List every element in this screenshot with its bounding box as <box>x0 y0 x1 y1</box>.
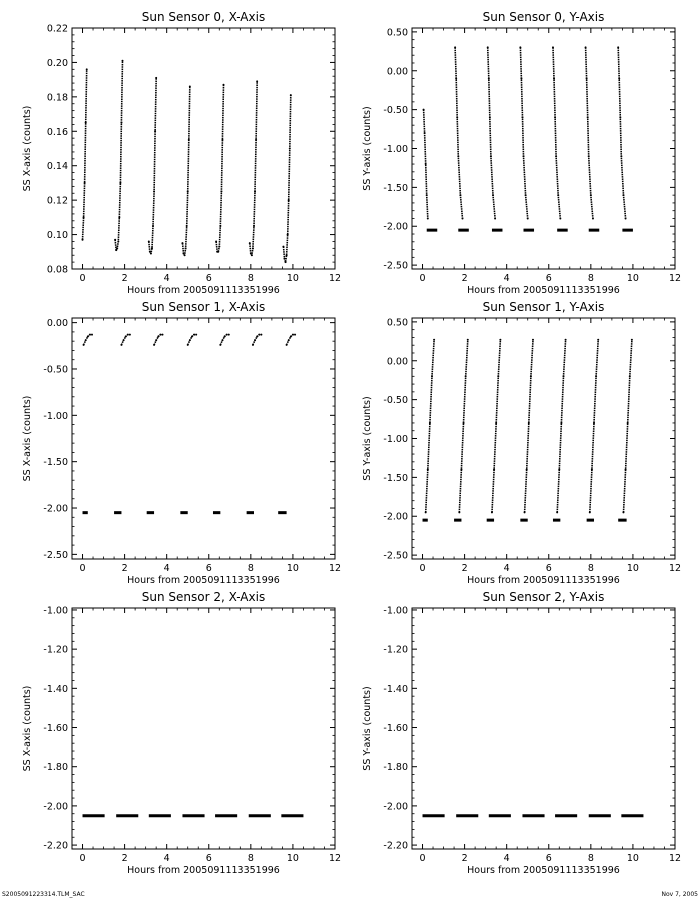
y-tick-label: -1.50 <box>383 472 408 484</box>
data-point <box>597 339 599 341</box>
data-point <box>117 240 119 242</box>
y-tick-label: 0.50 <box>386 317 408 329</box>
data-point <box>86 68 88 70</box>
x-tick-label: 8 <box>587 853 594 864</box>
chart-panel-0 <box>22 10 341 296</box>
data-point <box>523 155 525 157</box>
data-point <box>289 148 291 150</box>
data-point <box>85 339 87 341</box>
data-point <box>287 234 289 236</box>
data-point <box>555 155 557 157</box>
y-tick-label: -2.00 <box>383 801 408 813</box>
data-point <box>593 422 595 424</box>
chart-title: Sun Sensor 0, X-Axis <box>141 10 266 24</box>
plot-frame <box>412 608 675 849</box>
data-point <box>288 199 290 201</box>
y-axis-label: SS X-axis (counts) <box>22 105 33 192</box>
data-point <box>195 334 197 336</box>
plot-frame <box>412 318 675 559</box>
x-tick-label: 6 <box>205 563 212 574</box>
data-point <box>487 46 489 48</box>
y-tick-label: -1.60 <box>43 723 68 735</box>
data-point <box>565 339 567 341</box>
x-tick-label: 6 <box>545 273 552 284</box>
data-point <box>150 253 152 255</box>
data-point <box>465 375 467 377</box>
chart-panel-2 <box>22 300 341 586</box>
data-point <box>433 339 435 341</box>
data-point <box>526 469 528 471</box>
y-tick-label: -1.80 <box>43 762 68 774</box>
y-tick-label: -2.00 <box>43 801 68 813</box>
data-point <box>627 422 629 424</box>
data-point <box>423 109 425 111</box>
x-tick-label: 8 <box>247 853 254 864</box>
data-point <box>427 469 429 471</box>
data-point <box>585 46 587 48</box>
data-point <box>187 191 189 193</box>
data-point <box>553 78 555 80</box>
data-point <box>222 84 224 86</box>
y-axis-label: SS Y-axis (counts) <box>362 106 373 191</box>
data-point <box>557 194 559 196</box>
y-tick-label: -1.00 <box>43 410 68 422</box>
data-point <box>492 194 494 196</box>
x-tick-label: 2 <box>461 563 468 574</box>
data-point <box>181 242 183 244</box>
data-point <box>153 191 155 193</box>
data-point <box>82 239 84 241</box>
data-point <box>554 116 556 118</box>
data-point <box>220 191 222 193</box>
x-tick-label: 4 <box>503 853 510 864</box>
data-point <box>91 334 93 336</box>
data-point <box>286 254 288 256</box>
y-tick-label: -2.20 <box>383 840 408 852</box>
x-tick-label: 2 <box>461 853 468 864</box>
x-tick-label: 12 <box>668 563 682 574</box>
data-point <box>288 339 290 341</box>
data-point-trace <box>492 340 500 513</box>
x-tick-label: 0 <box>419 273 426 284</box>
x-tick-label: 4 <box>503 563 510 574</box>
data-point <box>184 254 186 256</box>
plot-frame <box>72 28 335 269</box>
data-point <box>89 334 91 336</box>
data-point <box>552 46 554 48</box>
x-tick-label: 2 <box>121 563 128 574</box>
data-point <box>282 246 284 248</box>
data-point-trace <box>455 47 462 218</box>
data-point <box>455 78 457 80</box>
data-point <box>260 334 262 336</box>
x-axis-label: Hours from 2005091113351996 <box>127 285 280 296</box>
x-tick-label: 12 <box>668 273 682 284</box>
y-tick-label: 0.08 <box>46 264 68 276</box>
data-point <box>250 253 252 255</box>
data-point <box>251 254 253 256</box>
data-point <box>431 375 433 377</box>
data-point <box>218 246 220 248</box>
x-tick-label: 12 <box>328 853 342 864</box>
y-tick-label: -1.60 <box>383 723 408 735</box>
data-point <box>617 46 619 48</box>
data-point <box>256 80 258 82</box>
data-point <box>87 336 89 338</box>
x-tick-label: 0 <box>419 853 426 864</box>
data-point <box>519 46 521 48</box>
data-point <box>148 240 150 242</box>
data-point <box>217 251 219 253</box>
x-tick-label: 8 <box>587 273 594 284</box>
data-point <box>460 469 462 471</box>
y-tick-label: -1.00 <box>383 144 408 155</box>
data-point <box>591 469 593 471</box>
data-point <box>290 336 292 338</box>
chart-panel-4 <box>22 590 341 876</box>
data-point <box>558 469 560 471</box>
y-tick-label: 0.20 <box>46 57 68 69</box>
data-point <box>619 116 621 118</box>
y-tick-label: -1.40 <box>43 683 68 695</box>
data-point <box>118 216 120 218</box>
x-tick-label: 12 <box>328 563 342 574</box>
data-point-trace <box>426 340 434 513</box>
x-tick-label: 6 <box>205 273 212 284</box>
data-point <box>255 139 257 141</box>
data-point <box>454 46 456 48</box>
y-tick-label: -1.00 <box>383 434 408 445</box>
data-point <box>494 217 496 219</box>
data-point <box>527 217 529 219</box>
data-point <box>120 344 122 346</box>
data-point <box>556 511 558 513</box>
chart-title: Sun Sensor 1, Y-Axis <box>482 300 605 314</box>
data-point <box>185 247 187 249</box>
data-point-trace <box>520 47 527 218</box>
data-point <box>458 511 460 513</box>
data-point <box>284 258 286 260</box>
y-tick-label: 0.16 <box>46 126 68 138</box>
data-point <box>189 86 191 88</box>
chart-panel-1 <box>362 10 681 296</box>
data-point-trace <box>618 47 625 218</box>
data-point <box>587 116 589 118</box>
x-tick-label: 10 <box>286 563 299 574</box>
x-tick-label: 0 <box>419 563 426 574</box>
data-point <box>186 225 188 227</box>
data-point <box>488 78 490 80</box>
y-axis-label: SS X-axis (counts) <box>22 685 33 772</box>
data-point <box>116 247 118 249</box>
data-point <box>560 422 562 424</box>
x-tick-label: 4 <box>163 563 170 574</box>
data-point <box>219 225 221 227</box>
x-tick-label: 10 <box>286 853 299 864</box>
data-point <box>249 242 251 244</box>
data-point <box>121 60 123 62</box>
data-point <box>622 511 624 513</box>
data-point <box>114 239 116 241</box>
y-tick-label: 0.14 <box>46 161 68 173</box>
data-point <box>152 225 154 227</box>
y-tick-label: -2.50 <box>43 549 68 561</box>
data-point <box>524 511 526 513</box>
data-point <box>228 334 230 336</box>
data-point <box>286 344 288 346</box>
plot-frame <box>412 28 675 269</box>
chart-title: Sun Sensor 1, X-Axis <box>141 300 266 314</box>
data-point <box>191 336 193 338</box>
data-point <box>153 344 155 346</box>
y-tick-label: -1.50 <box>43 457 68 469</box>
data-point <box>159 334 161 336</box>
data-point <box>252 344 254 346</box>
data-point <box>521 116 523 118</box>
y-tick-label: -2.50 <box>383 550 408 562</box>
data-point <box>528 422 530 424</box>
y-tick-label: -2.00 <box>383 221 408 233</box>
data-point <box>489 116 491 118</box>
data-point <box>258 334 260 336</box>
y-tick-label: 0.00 <box>386 356 408 368</box>
x-tick-label: 10 <box>626 563 639 574</box>
data-point <box>83 344 85 346</box>
data-point <box>592 217 594 219</box>
data-point <box>285 261 287 263</box>
y-tick-label: -2.50 <box>383 260 408 272</box>
data-point <box>224 336 226 338</box>
data-point <box>625 469 627 471</box>
x-tick-label: 4 <box>163 853 170 864</box>
y-tick-label: -1.20 <box>383 644 408 656</box>
y-tick-label: -0.50 <box>383 105 408 117</box>
y-tick-label: 0.00 <box>386 66 408 78</box>
x-tick-label: 12 <box>328 273 342 284</box>
x-tick-label: 2 <box>121 273 128 284</box>
y-tick-label: 0.50 <box>386 27 408 39</box>
y-axis-label: SS Y-axis (counts) <box>362 686 373 771</box>
x-tick-label: 6 <box>205 853 212 864</box>
data-point <box>559 217 561 219</box>
data-point <box>193 334 195 336</box>
data-point <box>254 339 256 341</box>
y-tick-label: -0.50 <box>43 364 68 376</box>
data-point <box>129 334 131 336</box>
data-point <box>495 422 497 424</box>
data-point <box>562 375 564 377</box>
data-point <box>586 78 588 80</box>
data-point-trace <box>183 87 190 256</box>
data-point <box>294 334 296 336</box>
data-point <box>253 225 255 227</box>
chart-panel-3 <box>362 300 681 586</box>
data-point-trace <box>284 95 291 262</box>
data-point <box>622 194 624 196</box>
data-point <box>456 116 458 118</box>
x-tick-label: 10 <box>626 853 639 864</box>
y-tick-label: 0.12 <box>46 195 68 207</box>
data-point <box>188 139 190 141</box>
data-point <box>189 339 191 341</box>
data-point <box>157 336 159 338</box>
data-point <box>154 130 156 132</box>
y-tick-label: 0.00 <box>46 318 68 330</box>
data-point-trace <box>586 47 593 218</box>
data-point <box>618 78 620 80</box>
data-point <box>467 339 469 341</box>
chart-title: Sun Sensor 0, Y-Axis <box>482 10 605 24</box>
data-point <box>427 217 429 219</box>
x-tick-label: 0 <box>79 853 86 864</box>
data-point <box>83 216 85 218</box>
x-axis-label: Hours from 2005091113351996 <box>127 575 280 586</box>
x-tick-label: 10 <box>626 273 639 284</box>
x-tick-label: 8 <box>247 563 254 574</box>
data-point <box>629 375 631 377</box>
data-point <box>85 122 87 124</box>
footer-filename: S2005091223314.TLM_SAC <box>2 891 85 898</box>
data-point <box>620 155 622 157</box>
data-point <box>125 336 127 338</box>
x-tick-label: 0 <box>79 563 86 574</box>
y-tick-label: -1.50 <box>383 182 408 194</box>
data-point <box>461 217 463 219</box>
y-tick-label: -1.20 <box>43 644 68 656</box>
data-point <box>595 375 597 377</box>
x-axis-label: Hours from 2005091113351996 <box>467 575 620 586</box>
footer-date: Nov 7, 2005 <box>661 891 698 898</box>
data-point <box>459 194 461 196</box>
data-point <box>499 339 501 341</box>
x-tick-label: 2 <box>121 853 128 864</box>
y-tick-label: 0.18 <box>46 92 68 104</box>
data-point-trace <box>459 340 468 513</box>
data-point-trace <box>115 61 122 250</box>
y-tick-label: -2.00 <box>383 511 408 523</box>
data-point <box>254 191 256 193</box>
y-tick-label: -2.20 <box>43 840 68 852</box>
data-point-trace <box>624 340 632 513</box>
x-tick-label: 12 <box>668 853 682 864</box>
data-point-trace <box>83 69 87 239</box>
x-axis-label: Hours from 2005091113351996 <box>467 285 620 296</box>
data-point <box>120 122 122 124</box>
y-tick-label: -1.00 <box>383 605 408 617</box>
data-point-trace <box>557 340 565 513</box>
data-point <box>589 511 591 513</box>
chart-title: Sun Sensor 2, X-Axis <box>141 590 266 604</box>
data-point <box>590 194 592 196</box>
data-point <box>127 334 129 336</box>
data-point <box>115 249 117 251</box>
y-tick-label: 0.22 <box>46 23 68 35</box>
data-point <box>119 182 121 184</box>
data-point <box>187 344 189 346</box>
plot-frame <box>72 608 335 849</box>
chart-panel-5 <box>362 590 681 876</box>
x-axis-label: Hours from 2005091113351996 <box>127 865 280 876</box>
x-tick-label: 4 <box>163 273 170 284</box>
data-point <box>463 422 465 424</box>
data-point-trace <box>525 340 533 513</box>
y-axis-label: SS X-axis (counts) <box>22 395 33 482</box>
y-tick-label: -1.80 <box>383 762 408 774</box>
x-tick-label: 2 <box>461 273 468 284</box>
data-point <box>226 334 228 336</box>
x-axis-label: Hours from 2005091113351996 <box>467 865 620 876</box>
data-point <box>426 194 428 196</box>
x-tick-label: 10 <box>286 273 299 284</box>
data-point-trace <box>590 340 598 513</box>
data-point <box>490 155 492 157</box>
data-point <box>424 132 426 134</box>
data-point <box>290 94 292 96</box>
data-point <box>84 182 86 184</box>
data-point <box>155 339 157 341</box>
data-point <box>221 339 223 341</box>
data-point <box>497 375 499 377</box>
y-tick-label: -1.00 <box>43 605 68 617</box>
data-point <box>256 336 258 338</box>
y-axis-label: SS Y-axis (counts) <box>362 396 373 481</box>
data-point <box>525 194 527 196</box>
y-tick-label: 0.10 <box>46 230 68 242</box>
data-point-trace <box>488 47 495 218</box>
data-point-trace <box>149 78 156 254</box>
data-point <box>219 344 221 346</box>
data-point <box>457 155 459 157</box>
x-tick-label: 4 <box>503 273 510 284</box>
data-point <box>493 469 495 471</box>
data-point-trace <box>250 81 257 255</box>
data-point <box>183 253 185 255</box>
data-point <box>151 247 153 249</box>
data-point <box>532 339 534 341</box>
plot-frame <box>72 318 335 559</box>
data-point <box>215 240 217 242</box>
data-point <box>425 511 427 513</box>
y-tick-label: -1.40 <box>383 683 408 695</box>
data-point-trace <box>553 47 560 218</box>
x-tick-label: 6 <box>545 563 552 574</box>
data-point <box>520 78 522 80</box>
data-point <box>161 334 163 336</box>
x-tick-label: 0 <box>79 273 86 284</box>
data-point <box>425 163 427 165</box>
data-point <box>252 247 254 249</box>
data-point <box>123 339 125 341</box>
x-tick-label: 8 <box>247 273 254 284</box>
data-point <box>155 77 157 79</box>
data-point <box>149 251 151 253</box>
data-point <box>221 139 223 141</box>
data-point <box>631 339 633 341</box>
data-point <box>625 217 627 219</box>
y-tick-label: -0.50 <box>383 395 408 407</box>
data-point <box>292 334 294 336</box>
data-point <box>530 375 532 377</box>
data-point <box>429 422 431 424</box>
y-tick-label: -2.00 <box>43 503 68 515</box>
x-tick-label: 8 <box>587 563 594 574</box>
data-point <box>491 511 493 513</box>
chart-title: Sun Sensor 2, Y-Axis <box>482 590 605 604</box>
data-point <box>588 155 590 157</box>
x-tick-label: 6 <box>545 853 552 864</box>
